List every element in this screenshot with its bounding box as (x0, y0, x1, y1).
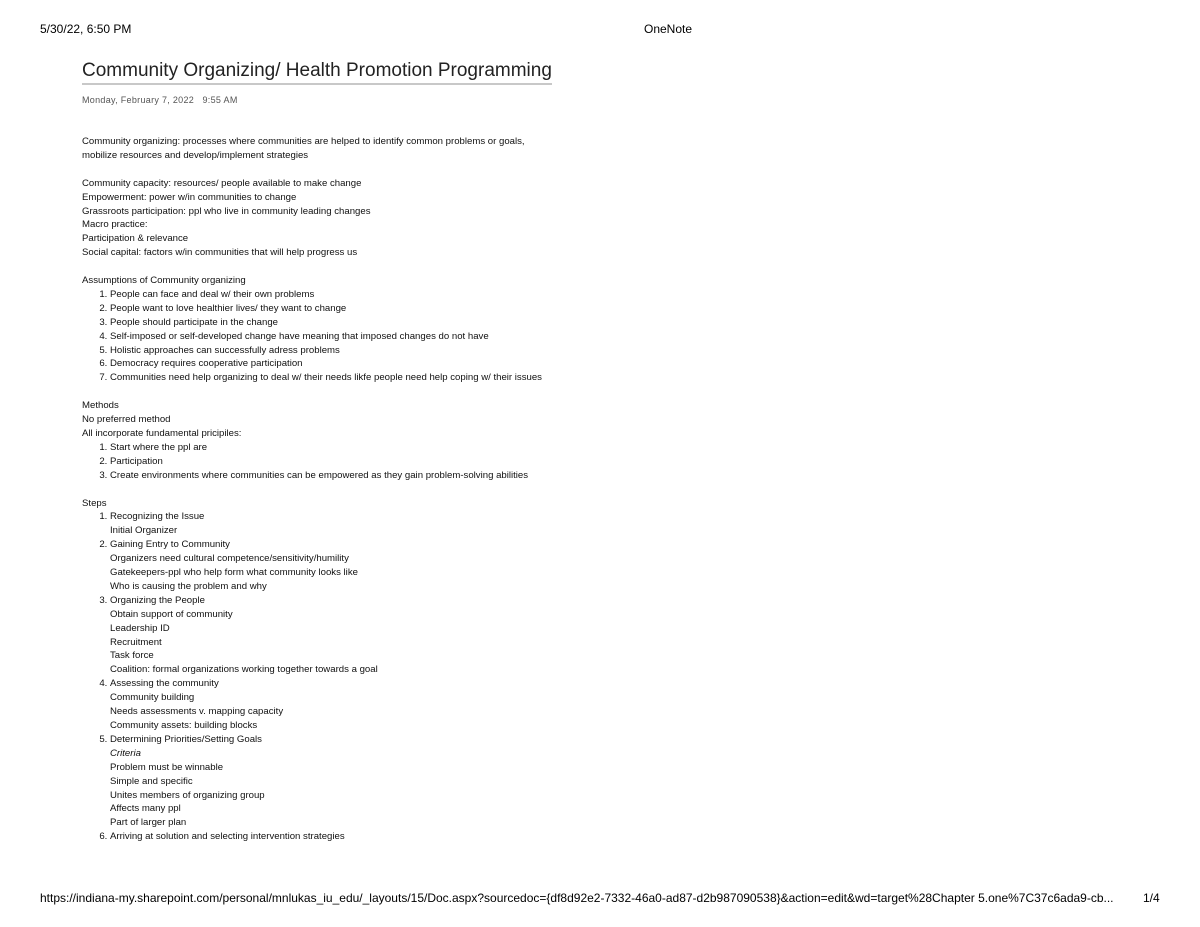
print-app-name: OneNote (644, 22, 693, 36)
step-item (110, 594, 602, 677)
assumptions-list (82, 288, 602, 385)
list-item: 7. Communities need help organizing to deal w/ their needs likfe people need help coping w/ their issues (110, 371, 602, 385)
step-detail: Needs assessments v. mapping capacity (110, 706, 284, 718)
list-item: 1. Start where the ppl are (110, 441, 602, 455)
step-detail: Simple and specific (110, 775, 193, 787)
step-item (110, 677, 602, 733)
list-item: 1. People can face and deal w/ their own problems (110, 288, 602, 302)
methods-heading: Methods (82, 400, 119, 412)
step-detail: Coalition: formal organizations working together towards a goal (110, 664, 378, 676)
definition-line: Macro practice: (82, 219, 148, 231)
print-datetime: 5/30/22, 6:50 PM (40, 22, 132, 36)
steps-heading: Steps (82, 497, 107, 509)
page-date-time: 9:55 AM (202, 95, 238, 105)
page-date (82, 95, 238, 105)
list-item: 2. People want to love healthier lives/ they want to change (110, 302, 602, 316)
step-label: 3. Organizing the People (110, 594, 205, 606)
steps-list (82, 510, 602, 844)
definition-line: Community capacity: resources/ people available to make change (82, 177, 362, 189)
step-detail: Initial Organizer (110, 525, 178, 537)
page-title: Community Organizing/ Health Promotion Programming (82, 60, 552, 85)
step-detail: Part of larger plan (110, 817, 187, 829)
step-item (110, 538, 602, 594)
step-detail: Obtain support of community (110, 608, 233, 620)
definition-line: Empowerment: power w/in communities to change (82, 191, 297, 203)
step-item (110, 733, 602, 830)
intro-line: Community organizing: processes where communities are helped to identify common problems or goals, (82, 136, 525, 147)
definition-line: Participation & relevance (82, 233, 189, 245)
step-detail: Community assets: building blocks (110, 720, 258, 731)
step-detail: Leadership ID (110, 622, 170, 634)
definition-line: Social capital: factors w/in communities that will help progress us (82, 247, 358, 259)
list-item: 5. Holistic approaches can successfully adress problems (110, 344, 602, 358)
step-detail: Unites members of organizing group (110, 789, 265, 801)
methods-line: No preferred method (82, 414, 171, 426)
print-page-number: 1/4 (1143, 891, 1160, 905)
step-detail: Problem must be winnable (110, 761, 224, 773)
step-detail: Organizers need cultural competence/sensitivity/humility (110, 553, 349, 565)
print-url: https://indiana-my.sharepoint.com/personal/mnlukas_iu_edu/_layouts/15/Doc.aspx?sourcedoc={df8d92e2-7332-46a0-ad87-d2b987090538}&action=edit&wd=target%28Chapter 5.one%7C37c6ada9-cb... (40, 891, 1114, 905)
step-detail: Affects many ppl (110, 803, 181, 815)
note-body (82, 135, 602, 844)
step-label: 2. Gaining Entry to Community (110, 539, 230, 551)
step-detail: Recruitment (110, 636, 162, 648)
list-item: 6. Democracy requires cooperative participation (110, 357, 602, 371)
list-item: 3. Create environments where communities can be empowered as they gain problem-solving abilities (110, 469, 602, 483)
page-date-day: Monday, February 7, 2022 (82, 95, 195, 105)
step-item (110, 830, 602, 844)
step-label: 5. Determining Priorities/Setting Goals (110, 733, 262, 745)
step-item (110, 510, 602, 538)
methods-list (82, 441, 602, 483)
step-label: 6. Arriving at solution and selecting intervention strategies (110, 831, 345, 843)
step-label: 1. Recognizing the Issue (110, 511, 205, 523)
step-detail: Community building (110, 692, 195, 704)
step-detail: Who is causing the problem and why (110, 580, 267, 592)
step-detail: Gatekeepers-ppl who help form what community looks like (110, 567, 358, 579)
assumptions-heading: Assumptions of Community organizing (82, 275, 246, 287)
methods-line: All incorporate fundamental pricipiles: (82, 427, 242, 439)
list-item: 3. People should participate in the change (110, 316, 602, 330)
list-item: 4. Self-imposed or self-developed change have meaning that imposed changes do not have (110, 330, 602, 344)
definition-line: Grassroots participation: ppl who live in community leading changes (82, 205, 371, 217)
intro-line: mobilize resources and develop/implement strategies (82, 149, 309, 161)
step-label: 4. Assessing the community (110, 678, 219, 690)
step-detail: Task force (110, 650, 154, 662)
step-detail-italic: Criteria (110, 747, 141, 759)
list-item: 2. Participation (110, 455, 602, 469)
